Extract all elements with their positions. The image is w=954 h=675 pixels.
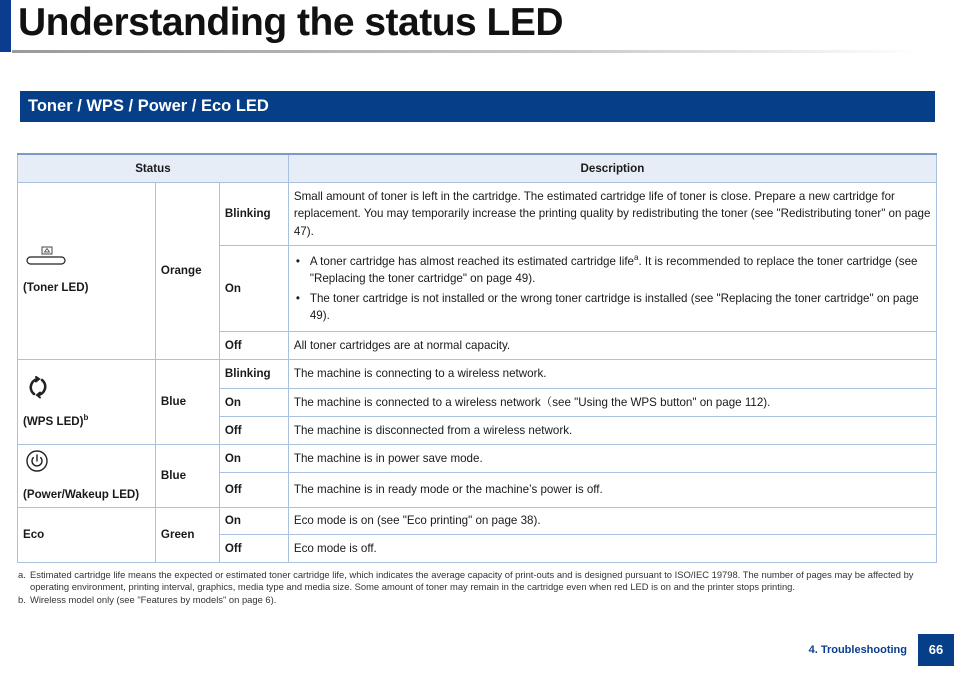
table-row xyxy=(18,508,937,535)
toner-color: Orange xyxy=(155,183,219,360)
wps-status-cell xyxy=(18,360,156,445)
toner-blinking-desc: Small amount of toner is left in the cartridge. The estimated cartridge life of toner is close. Prepare a new cartridge for replacement. You may temporarily increase the printing quality by redistributing the toner (see "Redistributing toner" on page 47). xyxy=(288,183,936,246)
list-item xyxy=(294,253,931,288)
toner-on-list xyxy=(294,253,931,325)
footnote-ref-a: a xyxy=(634,252,639,262)
power-off-desc: The machine is in ready mode or the machine’s power is off. xyxy=(288,473,936,508)
eco-on-label: On xyxy=(219,508,288,535)
footer-section-link[interactable]: 4. Troubleshooting xyxy=(808,644,907,656)
wps-blinking-label: Blinking xyxy=(219,360,288,389)
bullet-glyph: • xyxy=(295,254,300,268)
toner-off-label: Off xyxy=(219,332,288,360)
footnotes xyxy=(18,569,938,608)
wps-led-label: (WPS LED) xyxy=(23,415,84,428)
power-led-label: (Power/Wakeup LED) xyxy=(23,488,140,501)
wps-blinking-desc: The machine is connecting to a wireless network. xyxy=(288,360,936,389)
table-header-row xyxy=(18,154,937,183)
wps-on-desc: The machine is connected to a wireless network（see "Using the WPS button" on page 112). xyxy=(288,389,936,417)
header-description: Description xyxy=(288,154,936,183)
wps-on-label: On xyxy=(219,389,288,417)
eco-on-desc: Eco mode is on (see "Eco printing" on page 38). xyxy=(288,508,936,535)
footnote-a xyxy=(18,569,938,592)
table-row xyxy=(18,445,937,473)
page-title: Understanding the status LED xyxy=(18,1,564,44)
power-color: Blue xyxy=(155,445,219,508)
bullet-glyph: • xyxy=(295,291,300,305)
power-on-label: On xyxy=(219,445,288,473)
table-row xyxy=(18,360,937,389)
title-divider xyxy=(12,50,922,53)
eco-status-label: Eco xyxy=(18,508,156,563)
header-status: Status xyxy=(18,154,289,183)
power-off-label: Off xyxy=(219,473,288,508)
left-accent-bar xyxy=(0,0,11,52)
power-status-cell xyxy=(18,445,156,508)
toner-status-cell xyxy=(18,183,156,360)
toner-on-bullet1-post: . It is recommended to replace the toner cartridge (see "Replacing the toner cartridge" on page 49). xyxy=(309,254,918,285)
wps-color: Blue xyxy=(155,360,219,445)
toner-on-desc xyxy=(288,246,936,332)
footnote-text: Wireless model only (see "Features by models" on page 6). xyxy=(30,594,277,605)
table-row xyxy=(18,183,937,246)
toner-blinking-label: Blinking xyxy=(219,183,288,246)
footnote-ref-b: b xyxy=(83,413,89,423)
toner-on-bullet2: The toner cartridge is not installed or the wrong toner cartridge is installed (see "Replacing the toner cartridge" on page 49). xyxy=(309,291,919,322)
eco-off-desc: Eco mode is off. xyxy=(288,535,936,563)
eco-off-label: Off xyxy=(219,535,288,563)
toner-led-icon xyxy=(25,246,150,272)
wps-icon xyxy=(25,374,150,406)
footnote-text: Estimated cartridge life means the expected or estimated toner cartridge life, which indicates the average capacity of print-outs and is designed pursuant to ISO/IEC 19798. The number of pages may be affected by operating environment, printing interval, graphics, media type and media size. Some amount of toner may remain in the cartridge even when red LED is on and the printer stops printing. xyxy=(30,569,914,592)
section-heading: Toner / WPS / Power / Eco LED xyxy=(20,91,935,122)
power-icon xyxy=(25,449,150,479)
toner-led-label: (Toner LED) xyxy=(23,281,89,294)
wps-off-label: Off xyxy=(219,417,288,445)
toner-on-bullet1-pre: A toner cartridge has almost reached its estimated cartridge life xyxy=(309,254,634,268)
toner-on-label: On xyxy=(219,246,288,332)
footnote-mark: a. xyxy=(18,569,26,580)
eco-color: Green xyxy=(155,508,219,563)
list-item xyxy=(294,290,931,325)
footnote-mark: b. xyxy=(18,594,26,605)
page-number: 66 xyxy=(918,634,954,666)
wps-off-desc: The machine is disconnected from a wireless network. xyxy=(288,417,936,445)
status-led-table xyxy=(17,153,937,563)
toner-off-desc: All toner cartridges are at normal capacity. xyxy=(288,332,936,360)
footnote-b xyxy=(18,594,938,606)
power-on-desc: The machine is in power save mode. xyxy=(288,445,936,473)
